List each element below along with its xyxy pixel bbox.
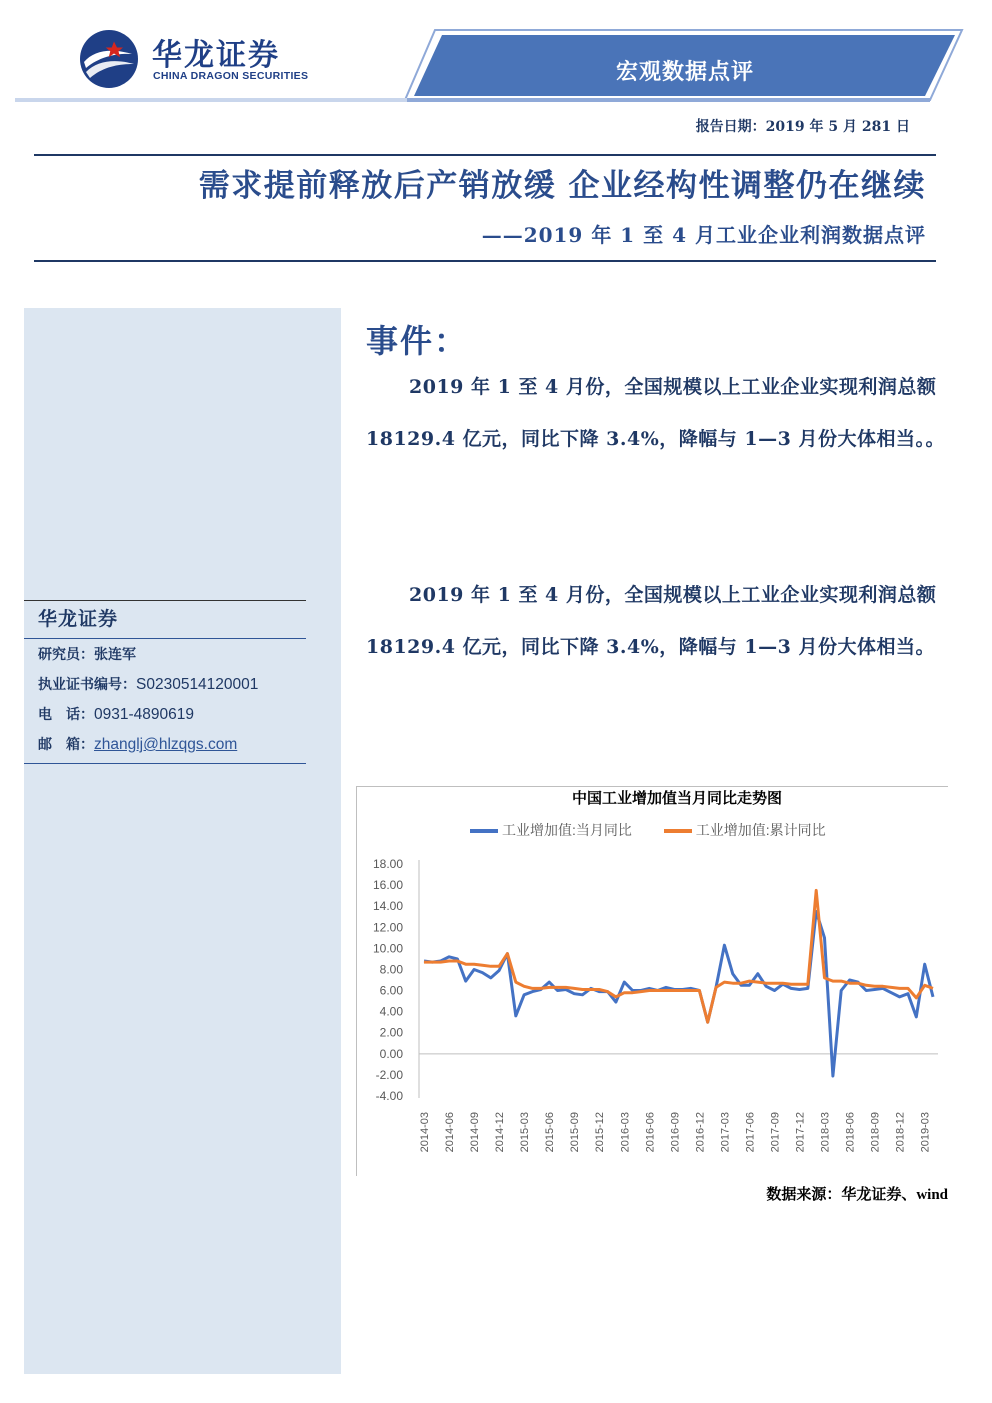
email-label: 邮 箱： xyxy=(38,737,94,753)
x-tick-label: 2015-03 xyxy=(519,1112,532,1153)
x-tick-label: 2017-09 xyxy=(769,1112,782,1153)
email-link[interactable]: zhanglj@hlzqgs.com xyxy=(94,736,238,753)
email-info xyxy=(38,734,237,754)
x-tick-label: 2017-12 xyxy=(794,1112,807,1153)
x-tick-label: 2014-06 xyxy=(444,1112,457,1153)
report-category: 宏观数据点评 xyxy=(615,59,754,85)
x-tick-label: 2015-12 xyxy=(594,1112,607,1153)
title-bottom-rule xyxy=(34,260,936,262)
sidebar-title: 华龙证券 xyxy=(38,608,119,630)
y-tick-label: 14.00 xyxy=(372,899,403,914)
chart-title: 中国工业增加值当月同比走势图 xyxy=(571,790,782,807)
event-paragraph: 2019 年 1 至 4 月份，全国规模以上工业企业实现利润总额 18129.4 亿元，同比下降 3.4%，降幅与 1—3 月份大体相当。。 xyxy=(366,376,945,450)
x-tick-label: 2017-06 xyxy=(744,1112,757,1153)
phone-label: 电 话： xyxy=(38,707,94,723)
sidebar-divider xyxy=(24,638,306,639)
y-tick-label: 10.00 xyxy=(372,941,403,956)
event-heading: 事件： xyxy=(366,322,469,360)
cert-label: 执业证书编号： xyxy=(38,677,136,693)
x-tick-label: 2014-12 xyxy=(494,1112,507,1153)
legend-swatch xyxy=(470,829,498,833)
x-tick-label: 2016-09 xyxy=(669,1112,682,1153)
sidebar-panel xyxy=(24,308,341,1374)
page-subtitle: ——2019 年 1 至 4 月工业企业利润数据点评 xyxy=(481,223,926,247)
series-line-monthly xyxy=(424,912,933,1077)
line-chart xyxy=(356,850,948,1170)
sidebar-divider xyxy=(24,763,306,764)
chart-source: 数据来源：华龙证券、wind xyxy=(766,1187,948,1203)
x-tick-label: 2018-06 xyxy=(844,1112,857,1153)
y-tick-label: 16.00 xyxy=(372,878,403,893)
y-tick-label: 6.00 xyxy=(379,983,403,998)
brand-name-cn: 华龙证券 xyxy=(152,38,280,73)
x-tick-label: 2018-09 xyxy=(869,1112,882,1153)
x-tick-label: 2015-09 xyxy=(569,1112,582,1153)
series-line-cumulative xyxy=(424,890,933,1022)
phone-info xyxy=(38,704,194,724)
x-tick-label: 2017-03 xyxy=(719,1112,732,1153)
x-tick-label: 2014-03 xyxy=(419,1112,431,1153)
x-tick-label: 2016-06 xyxy=(644,1112,657,1153)
x-tick-label: 2016-12 xyxy=(694,1112,707,1153)
y-tick-label: 12.00 xyxy=(372,920,403,935)
y-tick-label: -4.00 xyxy=(375,1089,403,1103)
y-tick-label: 0.00 xyxy=(379,1046,403,1061)
sidebar-divider xyxy=(24,600,306,601)
x-tick-label: 2014-09 xyxy=(469,1112,482,1153)
title-top-rule xyxy=(34,154,936,156)
x-tick-label: 2016-03 xyxy=(619,1112,632,1153)
phone-number: 0931-4890619 xyxy=(94,706,194,723)
cert-info xyxy=(38,674,258,694)
logo-icon xyxy=(78,28,140,90)
legend-label: 工业增加值:当月同比 xyxy=(502,822,632,838)
page-title: 需求提前释放后产销放缓 企业经构性调整仍在继续 xyxy=(198,168,926,204)
y-tick-label: 4.00 xyxy=(379,1004,403,1019)
report-date: 报告日期：2019 年 5 月 281 日 xyxy=(695,119,910,135)
chart-legend xyxy=(470,820,854,840)
y-tick-label: 8.00 xyxy=(379,962,403,977)
researcher-info: 研究员：张连军 xyxy=(38,647,136,663)
brand-name-en: CHINA DRAGON SECURITIES xyxy=(153,70,309,82)
x-tick-label: 2015-06 xyxy=(544,1112,557,1153)
event-paragraph: 2019 年 1 至 4 月份，全国规模以上工业企业实现利润总额 18129.4 亿元，同比下降 3.4%，降幅与 1—3 月份大体相当。 xyxy=(366,584,937,658)
y-tick-label: 2.00 xyxy=(379,1025,403,1040)
legend-label: 工业增加值:累计同比 xyxy=(695,822,826,838)
cert-number: S0230514120001 xyxy=(136,676,259,693)
x-tick-label: 2019-03 xyxy=(919,1112,932,1153)
x-tick-label: 2018-12 xyxy=(894,1112,907,1153)
y-tick-label: -2.00 xyxy=(375,1067,403,1082)
header-banner xyxy=(0,0,992,115)
x-tick-label: 2018-03 xyxy=(819,1112,832,1153)
y-tick-label: 18.00 xyxy=(372,857,403,871)
legend-swatch xyxy=(664,829,692,833)
legend-item-monthly xyxy=(470,820,632,840)
legend-item-cumulative xyxy=(664,820,826,840)
